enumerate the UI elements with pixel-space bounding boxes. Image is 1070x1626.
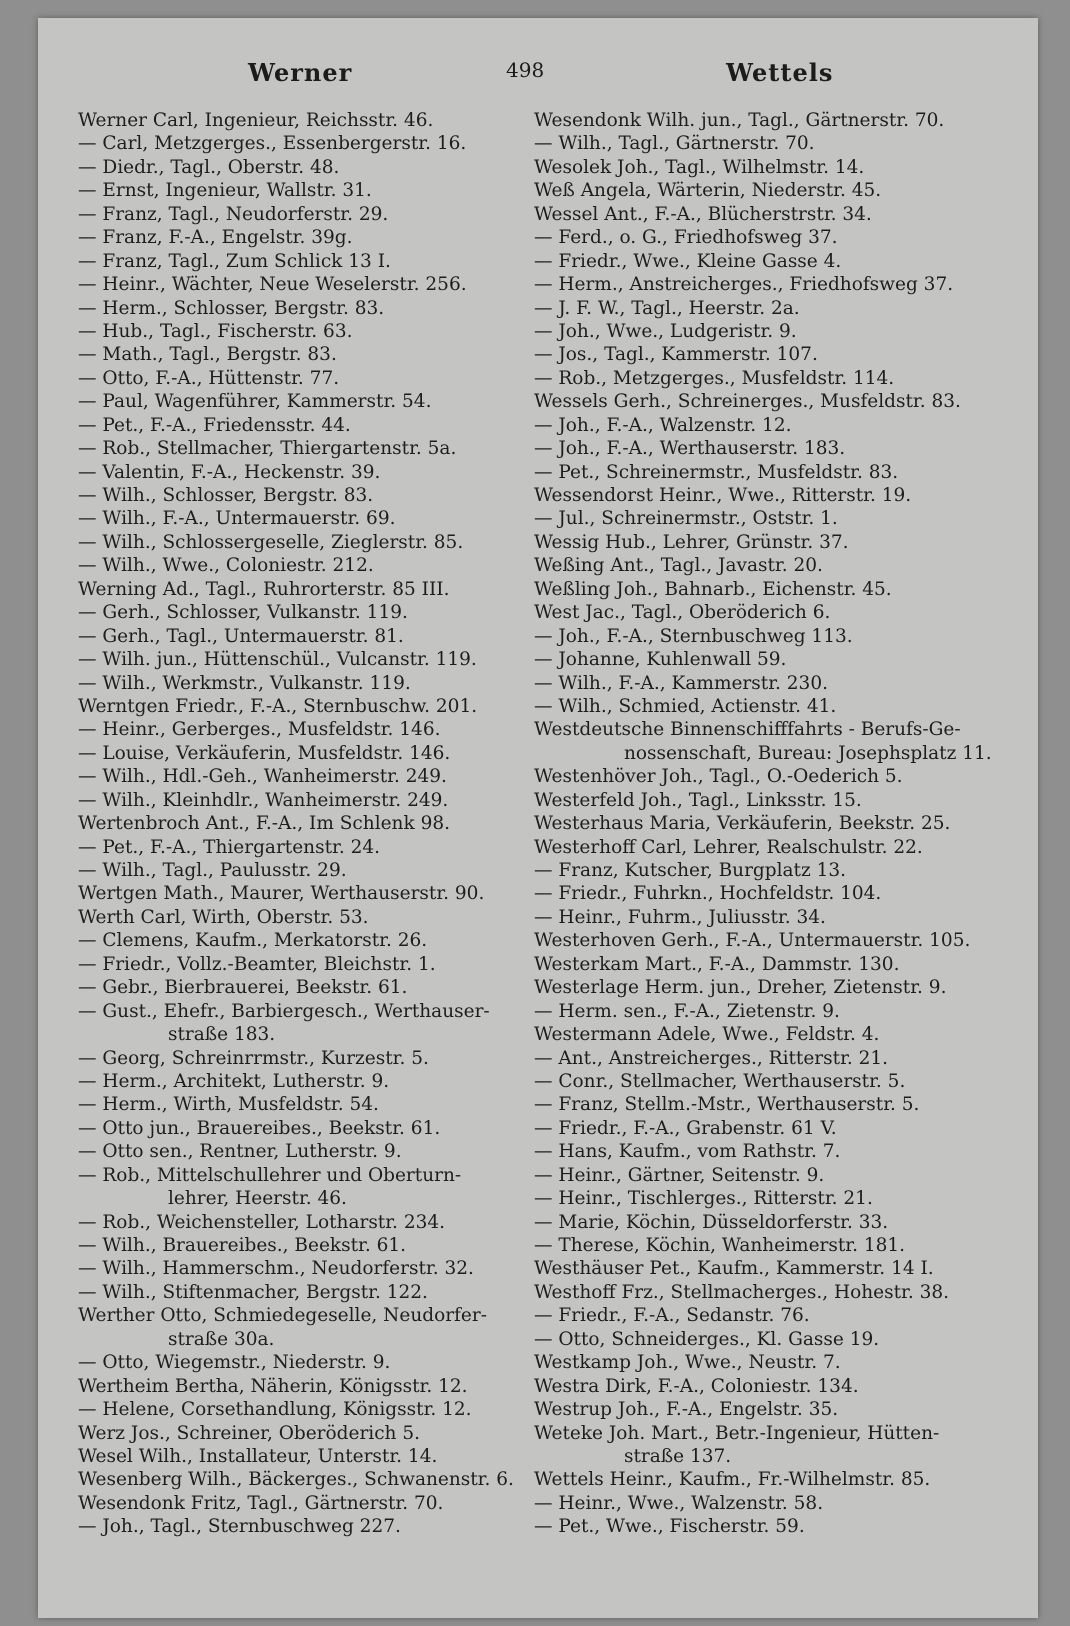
directory-entry: — Wilh., Kleinhdlr., Wanheimerstr. 249. <box>78 789 449 811</box>
directory-entry: — Joh., F.-A., Walzenstr. 12. <box>534 414 792 436</box>
directory-entry: Westerfeld Joh., Tagl., Linksstr. 15. <box>534 789 862 811</box>
directory-entry: — Pet., Wwe., Fischerstr. 59. <box>534 1516 805 1538</box>
directory-page <box>38 18 1038 1618</box>
directory-entry: Westrup Joh., F.-A., Engelstr. 35. <box>534 1399 839 1421</box>
directory-entry: — Herm., Wirth, Musfeldstr. 54. <box>78 1094 379 1116</box>
directory-entry: — Jul., Schreinermstr., Oststr. 1. <box>534 508 838 530</box>
directory-entry: — Pet., Schreinermstr., Musfeldstr. 83. <box>534 461 899 483</box>
directory-entry: — Joh., F.-A., Sternbuschweg 113. <box>534 625 853 647</box>
directory-entry: Wessels Gerh., Schreinerges., Musfeldstr. 83. <box>534 391 961 413</box>
directory-entry: Weßling Joh., Bahnarb., Eichenstr. 45. <box>534 578 892 600</box>
directory-entry: — Rob., Metzgerges., Musfeldstr. 114. <box>534 367 895 389</box>
directory-entry: — Heinr., Fuhrm., Juliusstr. 34. <box>534 906 826 928</box>
directory-entry: — Therese, Köchin, Wanheimerstr. 181. <box>534 1235 906 1256</box>
directory-entry: Westerhoff Carl, Lehrer, Realschulstr. 22. <box>534 836 923 858</box>
directory-entry: Wesel Wilh., Installateur, Unterstr. 14. <box>78 1445 438 1467</box>
directory-entry: Wertgen Math., Maurer, Werthauserstr. 90. <box>78 883 485 905</box>
directory-entry: — Conr., Stellmacher, Werthauserstr. 5. <box>534 1070 906 1092</box>
directory-entry: Westra Dirk, F.-A., Coloniestr. 134. <box>534 1375 859 1397</box>
directory-entry: — Jos., Tagl., Kammerstr. 107. <box>534 344 818 366</box>
directory-entry: — Rob., Weichensteller, Lotharstr. 234. <box>78 1211 446 1233</box>
directory-entry: — Ant., Anstreicherges., Ritterstr. 21. <box>534 1047 889 1069</box>
directory-entry: — Wilh., Tagl., Gärtnerstr. 70. <box>534 133 815 155</box>
left-running-head: Werner <box>248 58 353 87</box>
directory-entry: Westerhoven Gerh., F.-A., Untermauerstr. 105. <box>534 930 971 952</box>
directory-entry: — Carl, Metzgerges., Essenbergerstr. 16. <box>78 133 467 155</box>
directory-entry: — Hans, Kaufm., vom Rathstr. 7. <box>534 1141 841 1163</box>
directory-entry: — Herm. sen., F.-A., Zietenstr. 9. <box>534 1000 840 1022</box>
directory-entry: — J. F. W., Tagl., Heerstr. 2a. <box>534 297 800 319</box>
directory-entry: Werth Carl, Wirth, Oberstr. 53. <box>78 906 369 928</box>
directory-entry: — Otto jun., Brauereibes., Beekstr. 61. <box>78 1117 441 1139</box>
directory-entry: — Franz, F.-A., Engelstr. 39g. <box>78 227 353 249</box>
directory-entry: — Franz, Tagl., Zum Schlick 13 I. <box>78 250 391 272</box>
directory-entry: — Wilh., Hammerschm., Neudorferstr. 32. <box>78 1258 474 1280</box>
directory-entry: — Joh., Wwe., Ludgeristr. 9. <box>534 320 797 342</box>
directory-entry: Westkamp Joh., Wwe., Neustr. 7. <box>534 1352 841 1374</box>
directory-entry: — Gebr., Bierbrauerei, Beekstr. 61. <box>78 977 408 999</box>
directory-entry: Wessel Ant., F.-A., Blücherstrstr. 34. <box>534 203 872 225</box>
directory-entry: — Wilh., Schmied, Actienstr. 41. <box>534 695 837 717</box>
directory-entry: — Ernst, Ingenieur, Wallstr. 31. <box>78 180 372 202</box>
directory-entry: — Wilh., F.-A., Untermauerstr. 69. <box>78 508 396 530</box>
directory-entry: — Wilh., Hdl.-Geh., Wanheimerstr. 249. <box>78 766 447 788</box>
directory-entry: — Wilh., Tagl., Paulusstr. 29. <box>78 860 347 881</box>
directory-entry: — Gerh., Schlosser, Vulkanstr. 119. <box>78 602 408 624</box>
right-column <box>534 109 992 1539</box>
directory-entry: — Otto sen., Rentner, Lutherstr. 9. <box>78 1141 402 1163</box>
directory-entry: — Franz, Kutscher, Burgplatz 13. <box>534 860 847 881</box>
directory-entry: straße 183. <box>168 1024 276 1046</box>
directory-entry: — Clemens, Kaufm., Merkatorstr. 26. <box>78 930 428 952</box>
directory-entry: — Wilh., F.-A., Kammerstr. 230. <box>534 672 828 694</box>
directory-entry: — Herm., Architekt, Lutherstr. 9. <box>78 1070 390 1092</box>
directory-entry: — Heinr., Gerberges., Musfeldstr. 146. <box>78 719 441 741</box>
directory-entry: Werning Ad., Tagl., Ruhrorterstr. 85 III. <box>78 578 450 600</box>
directory-entry: — Heinr., Gärtner, Seitenstr. 9. <box>534 1164 825 1186</box>
directory-entry: — Pet., F.-A., Friedensstr. 44. <box>78 414 351 436</box>
directory-entry: West Jac., Tagl., Oberöderich 6. <box>534 602 831 624</box>
directory-entry: Weteke Joh. Mart., Betr.-Ingenieur, Hütten- <box>534 1422 940 1444</box>
page-header <box>38 58 1038 98</box>
directory-entry: — Wilh., Wwe., Coloniestr. 212. <box>78 555 374 577</box>
directory-entry: — Otto, Schneiderges., Kl. Gasse 19. <box>534 1328 880 1350</box>
directory-entry: — Wilh., Brauereibes., Beekstr. 61. <box>78 1235 407 1256</box>
directory-entry: — Otto, Wiegemstr., Niederstr. 9. <box>78 1352 391 1374</box>
directory-entry: Wesendonk Wilh. jun., Tagl., Gärtnerstr. 70. <box>534 110 945 131</box>
directory-entry: — Friedr., Vollz.-Beamter, Bleichstr. 1. <box>78 953 436 975</box>
directory-entry: Westerhaus Maria, Verkäuferin, Beekstr. 25. <box>534 813 951 835</box>
directory-entry: — Paul, Wagenführer, Kammerstr. 54. <box>78 391 432 413</box>
directory-entry: — Heinr., Wächter, Neue Weselerstr. 256. <box>78 274 467 296</box>
directory-entry: Werther Otto, Schmiedegeselle, Neudorfer- <box>78 1305 487 1327</box>
directory-entry: Werz Jos., Schreiner, Oberöderich 5. <box>78 1422 421 1444</box>
directory-entry: — Helene, Corsethandlung, Königsstr. 12. <box>78 1399 472 1421</box>
directory-entry: Westhoff Frz., Stellmacherges., Hohestr. 38. <box>534 1281 950 1303</box>
directory-entry: — Pet., F.-A., Thiergartenstr. 24. <box>78 836 381 858</box>
directory-entry: — Friedr., F.-A., Sedanstr. 76. <box>534 1305 810 1327</box>
right-running-head: Wettels <box>726 58 834 87</box>
directory-entry: Wertheim Bertha, Näherin, Königsstr. 12. <box>78 1375 468 1397</box>
directory-entry: — Franz, Stellm.-Mstr., Werthauserstr. 5. <box>534 1094 920 1116</box>
directory-entry: — Diedr., Tagl., Oberstr. 48. <box>78 156 340 178</box>
directory-entry: — Ferd., o. G., Friedhofsweg 37. <box>534 227 838 249</box>
directory-entry: Wesenberg Wilh., Bäckerges., Schwanenstr. 6. <box>78 1469 514 1491</box>
directory-entry: — Friedr., F.-A., Grabenstr. 61 V. <box>534 1117 837 1139</box>
directory-entry: — Wilh., Werkmstr., Vulkanstr. 119. <box>78 672 411 694</box>
directory-entry: — Marie, Köchin, Düsseldorferstr. 33. <box>534 1211 889 1233</box>
directory-entry: — Wilh., Stiftenmacher, Bergstr. 122. <box>78 1281 428 1303</box>
directory-entry: Wertenbroch Ant., F.-A., Im Schlenk 98. <box>78 813 450 835</box>
directory-entry: Wesendonk Fritz, Tagl., Gärtnerstr. 70. <box>78 1492 444 1514</box>
directory-entry: — Math., Tagl., Bergstr. 83. <box>78 344 337 366</box>
directory-entry: — Georg, Schreinrrmstr., Kurzestr. 5. <box>78 1047 429 1069</box>
directory-entry: — Otto, F.-A., Hüttenstr. 77. <box>78 367 340 389</box>
directory-entry: — Wilh., Schlosser, Bergstr. 83. <box>78 485 374 506</box>
directory-entry: Wessig Hub., Lehrer, Grünstr. 37. <box>534 531 849 553</box>
directory-entry: — Louise, Verkäuferin, Musfeldstr. 146. <box>78 742 451 764</box>
directory-entry: Wettels Heinr., Kaufm., Fr.-Wilhelmstr. 85. <box>534 1469 931 1491</box>
directory-entry: — Franz, Tagl., Neudorferstr. 29. <box>78 203 389 225</box>
directory-entry: — Heinr., Tischlerges., Ritterstr. 21. <box>534 1188 873 1210</box>
directory-entry: Weßing Ant., Tagl., Javastr. 20. <box>534 555 823 577</box>
directory-entry: — Johanne, Kuhlenwall 59. <box>534 649 787 671</box>
directory-entry: — Herm., Schlosser, Bergstr. 83. <box>78 297 385 319</box>
directory-entry: Westdeutsche Binnenschifffahrts - Berufs-Ge- <box>534 719 961 741</box>
directory-entry: — Joh., F.-A., Werthauserstr. 183. <box>534 438 846 460</box>
directory-entry: Westermann Adele, Wwe., Feldstr. 4. <box>534 1024 880 1046</box>
directory-entry: — Wilh. jun., Hüttenschül., Vulcanstr. 119. <box>78 649 477 671</box>
directory-entry: Werntgen Friedr., F.-A., Sternbuschw. 201. <box>78 695 478 717</box>
directory-entry: — Hub., Tagl., Fischerstr. 63. <box>78 320 353 342</box>
directory-entry: Westhäuser Pet., Kaufm., Kammerstr. 14 I. <box>534 1258 934 1280</box>
directory-entry: — Wilh., Schlossergeselle, Zieglerstr. 85. <box>78 531 464 553</box>
directory-entry: — Herm., Anstreicherges., Friedhofsweg 37. <box>534 274 954 296</box>
directory-entry: straße 137. <box>624 1445 732 1467</box>
left-column <box>78 109 536 1539</box>
directory-entry: Werner Carl, Ingenieur, Reichsstr. 46. <box>78 110 434 131</box>
directory-entry: Westerkam Mart., F.-A., Dammstr. 130. <box>534 953 900 975</box>
directory-entry: Westerlage Herm. jun., Dreher, Zietenstr. 9. <box>534 977 947 999</box>
directory-entry: Westenhöver Joh., Tagl., O.-Oederich 5. <box>534 766 903 788</box>
directory-entry: Wesolek Joh., Tagl., Wilhelmstr. 14. <box>534 156 865 178</box>
directory-entry: — Gerh., Tagl., Untermauerstr. 81. <box>78 625 404 647</box>
directory-entry: — Heinr., Wwe., Walzenstr. 58. <box>534 1492 824 1514</box>
directory-entry: — Gust., Ehefr., Barbiergesch., Werthauser- <box>78 1000 490 1022</box>
page-number: 498 <box>506 58 545 82</box>
directory-entry: — Friedr., Wwe., Kleine Gasse 4. <box>534 250 842 272</box>
directory-entry: Wessendorst Heinr., Wwe., Ritterstr. 19. <box>534 485 912 506</box>
directory-entry: nossenschaft, Bureau: Josephsplatz 11. <box>624 742 992 764</box>
directory-entry: lehrer, Heerstr. 46. <box>168 1188 347 1210</box>
directory-entry: — Joh., Tagl., Sternbuschweg 227. <box>78 1516 401 1538</box>
directory-entry: — Friedr., Fuhrkn., Hochfeldstr. 104. <box>534 883 882 905</box>
directory-entry: — Rob., Mittelschullehrer und Oberturn- <box>78 1164 462 1186</box>
directory-entry: — Valentin, F.-A., Heckenstr. 39. <box>78 461 381 483</box>
directory-entry: straße 30a. <box>168 1328 275 1350</box>
directory-entry: Weß Angela, Wärterin, Niederstr. 45. <box>534 180 882 202</box>
directory-entry: — Rob., Stellmacher, Thiergartenstr. 5a. <box>78 438 457 460</box>
